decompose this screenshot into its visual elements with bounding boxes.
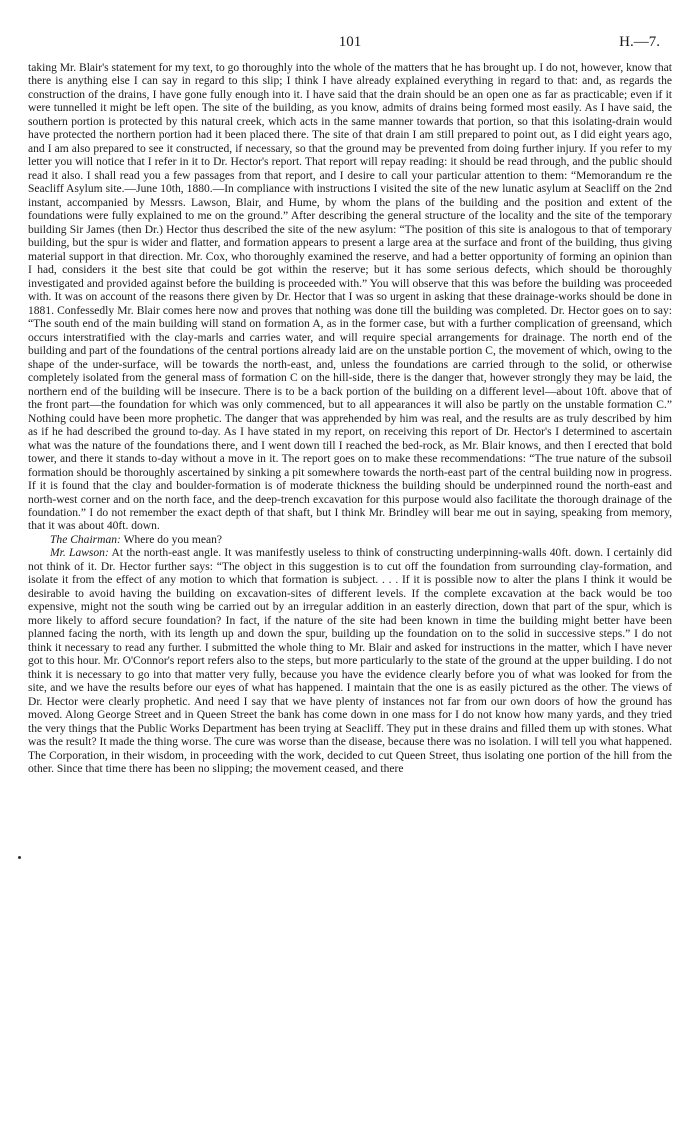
- page-header: [28, 34, 672, 56]
- document-reference: H.—7.: [619, 34, 660, 50]
- margin-mark: [18, 856, 21, 859]
- paragraph-chairman: [28, 534, 672, 547]
- speaker-name: The Chairman:: [50, 533, 121, 546]
- page-number: 101: [338, 34, 362, 50]
- body-text: [28, 62, 672, 777]
- paragraph-text: taking Mr. Blair's statement for my text, to go thoroughly into the whole of the matters that he has brought up. I do not, however, know that there is anything else I can say in regard to this slip; I think I have already explained everything in regard to that: and, as regards the construction of the drains, I have gone fully enough into it. I have said that the drain should be an open one as far as practicable; even if it were tunnelled it might be left open. The site of the building, as you know, admits of drains being formed most easily. As I have said, the southern portion is protected by this natural creek, which acts in the same manner towards that portion, so that this isolating-drain would have protected the northern portion had it been placed there. The site of that drain I am still prepared to point out, as I did eight years ago, and I am also prepared to see it constructed, if necessary, so that the ground may be prevented from doing further injury. If you refer to my letter you will notice that I refer in it to Dr. Hector's report. That report will repay reading: it should be read through, and the public should read it also. I shall read you a few passages from that report, and I desire to call your particular attention to them: “Memorandum re the Seacliff Asylum site.—June 10th, 1880.—In compliance with instructions I visited the site of the new lunatic asylum at Seacliff on the 2nd instant, accompanied by Messrs. Lawson, Blair, and Hume, by whom the plans of the building and the position and extent of the foundations were fully explained to me on the ground.” After describing the general structure of the locality and the site of the temporary building Sir James (then Dr.) Hector thus described the site of the new asylum: “The position of this site is analogous to that of temporary building, but the spur is wider and flatter, and formation appears to present a large area at the surface and front of the building, thus giving material support in that direction. Mr. Cox, who thoroughly examined the reserve, and had a better opportunity of forming an opinion than I had, considers it the best site that could be got within the reserve; but it has some serious defects, which should be thoroughly investigated and provided against before the building is proceeded with.” You will observe that this was before the building was proceeded with. It was on account of the reasons there given by Dr. Hector that I was so urgent in asking that these drainage-works should be done in 1881. Confessedly Mr. Blair comes here now and proves that nothing was done till the building was completed. Dr. Hector goes on to say: “The south end of the main building will stand on formation A, as in the former case, but with a further complication of greensand, which occurs interstratified with the clay-marls and carries water, and will require special arrangements for drainage. The north end of the building and part of the foundations of the central portions already laid are on the unstable portion C, the movement of which, owing to the shape of the under-surface, will be towards the north-east, and, unless the foundations are carried through to the solid, or otherwise completely isolated from the general mass of formation C on the hill-side, there is the danger that, however strongly they may be laid, the northern end of the building will be insecure. There is to be a back portion of the building on a different level—about 10ft. above that of the front part—the foundation for which was only commenced, but to all appearances it will also be partly on the unstable formation C.” Nothing could have been more prophetic. The danger that was apprehended by him was real, and the results are as truly described by him as if he had described the ground to-day. As I have stated in my report, on receiving this report of Dr. Hector's I determined to ascertain what was the nature of the foundations there, and I went down till I reached the bed-rock, as Mr. Blair knows, and then I erected that bold tower, and there it stands to-day without a move in it. The report goes on to make these recommendations: “The true nature of the subsoil formation should be thoroughly ascertained by sinking a pit somewhere towards the north-east part of the central building now in progress. If it is found that the clay and boulder-formation is of moderate thickness the building should be underpinned round the north-east and north-west corner and on the north face, and the deep-trench excavation for this purpose would also facilitate the thorough drainage of the foundation.” I do not remember the exact depth of that shaft, but I think Mr. Brindley will bear me out in saying, speaking from memory, that it was about 40ft. down.: [28, 62, 672, 533]
- speaker-name: Mr. Lawson:: [50, 547, 109, 560]
- paragraph-text: At the north-east angle. It was manifestly useless to think of constructing underpinning-walls 40ft. down. I certainly did not think of it. Dr. Hector further says: “The object in this suggestion is to cut off the foundation from surrounding clay-formation, and isolate it from the effect of any motion to which that formation is subject. . . . If it is possible now to alter the plans I think it would be desirable to avoid having the building on excavation-sites of different levels. If the complete excavation at the back would be too expensive, might not the south wing be carried out by an irregular addition in an easterly direction, down that part of the spur, which is more likely to afford secure foundation? In fact, if the nature of the site had been known in time the building might better have been planned facing the north, with its length up and down the spur, building up the foundation on to the solid in successive steps.” I do not think it necessary to read any further. I submitted the whole thing to Mr. Blair and asked for instructions in the matter, which I have never got to this hour. Mr. O'Connor's report refers also to the steps, but more particularly to the state of the ground at the upper building. I do not think it is necessary to go into that matter very fully, because you have the evidence clearly before you of what was looked for from the site, and we have the results before our eyes of what has happened. I maintain that the one is as easily pictured as the other. The views of Dr. Hector were clearly prophetic. And need I say that we have plenty of instances not far from our own doors of how the ground has moved. Along George Street and in Queen Street the bank has come down in one mass for I do not know how many yards, and they tried the very things that the Public Works Department has been trying at Seacliff. They put in these drains and filled them up with stones. What was the result? It made the thing worse. The cure was worse than the disease, because there was no isolation. I will tell you what happened. The Corporation, in their wisdom, in proceeding with the work, decided to cut Queen Street, thus isolating one portion of the hill from the other. Since that time there has been no slipping; the movement ceased, and there: [28, 547, 673, 776]
- paragraph-statement: [28, 62, 672, 534]
- paragraph-lawson: [28, 547, 672, 776]
- paragraph-text: Where do you mean?: [123, 533, 223, 546]
